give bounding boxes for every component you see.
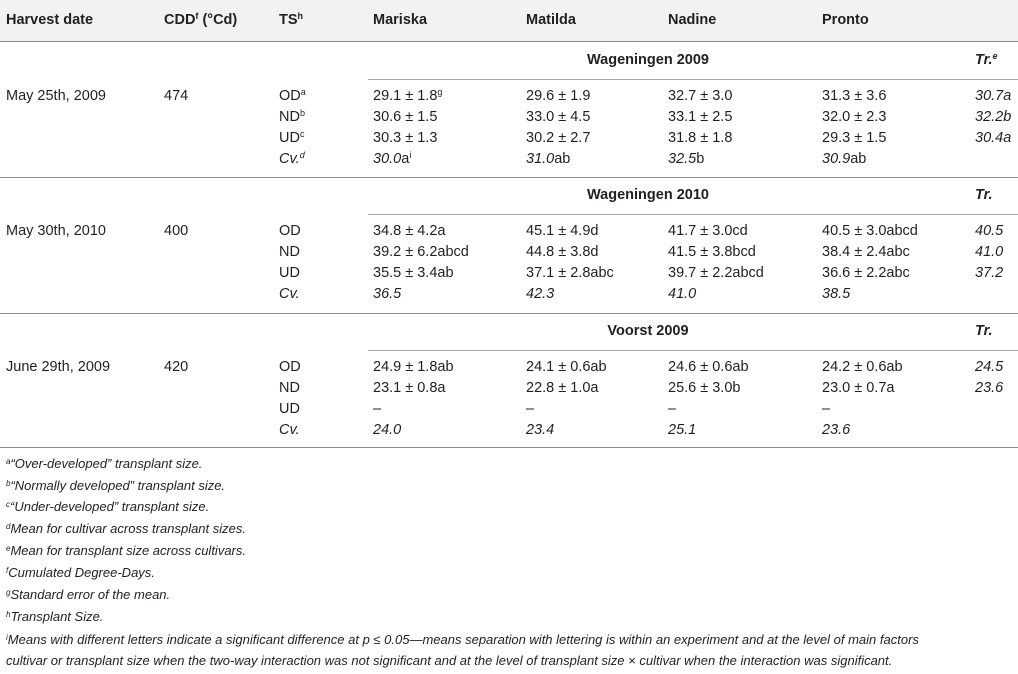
footnote-text: Standard error of the mean. — [10, 587, 171, 602]
cell-value: 30.3 ± 1.3 — [373, 130, 438, 146]
table-cell — [373, 88, 442, 105]
cell-value: – — [822, 401, 831, 417]
table-cell — [822, 223, 918, 240]
table-cell — [668, 401, 676, 418]
cdd-sup: f — [195, 11, 199, 21]
cdd-unit: (°Cd) — [198, 12, 238, 28]
footnote — [6, 565, 155, 581]
cv-num: 42.3 — [526, 286, 555, 302]
footnote-text: Means with different letters indicate a significant difference at p ≤ 0.05—means separation with lettering is within an experiment and at the level of main factors — [7, 632, 919, 647]
cell-value: 30.2 ± 2.7 — [526, 130, 591, 146]
table-cell — [373, 380, 445, 397]
transplant-size — [279, 244, 300, 261]
cv-letter: a — [401, 151, 410, 167]
cell-value: 32.0 ± 2.3 — [822, 109, 887, 125]
footnote-sup: b — [6, 479, 11, 488]
tr-label: Tr. — [975, 187, 993, 203]
cell-value: 31.3 ± 3.6 — [822, 88, 887, 104]
cell-value: 24.1 ± 0.6ab — [526, 359, 607, 375]
cultivar-mean — [373, 151, 411, 168]
cv-letter: ab — [554, 151, 571, 167]
transplant-size — [279, 380, 300, 397]
footnote-text: “Normally developed” transplant size. — [10, 478, 226, 493]
footnote-text: Cumulated Degree-Days. — [8, 565, 155, 580]
cultivar-mean — [373, 286, 401, 303]
ts-code: OD — [279, 88, 301, 104]
cultivar-mean — [668, 422, 696, 439]
footnote — [6, 653, 892, 669]
transplant-size — [279, 88, 306, 105]
cultivar-mean — [822, 151, 866, 168]
footnote-sup: g — [6, 588, 11, 597]
cell-value: 29.3 ± 1.5 — [822, 130, 887, 146]
table-cell — [668, 130, 732, 147]
ts-code: ND — [279, 109, 300, 125]
cell-value: 23.0 ± 0.7a — [822, 380, 895, 396]
harvest-date: May 25th, 2009 — [6, 88, 106, 104]
table-cell — [822, 401, 830, 418]
cv-num: 41.0 — [668, 286, 697, 302]
cdd-value: 420 — [164, 359, 189, 375]
cell-value: 45.1 ± 4.9d — [526, 223, 599, 239]
cv-num: 30.9 — [822, 151, 851, 167]
cv-letter-sup: i — [409, 150, 412, 160]
table-cell — [526, 244, 598, 261]
cdd-value: 400 — [164, 223, 189, 239]
footnote-sup: a — [6, 457, 11, 466]
cell-value: 36.6 ± 2.2abc — [822, 265, 910, 281]
divider — [0, 41, 1018, 42]
cultivar-mean-label — [279, 422, 300, 439]
footnote-sup: e — [6, 544, 11, 553]
cell-sup: g — [437, 87, 443, 97]
cell-value: 24.6 ± 0.6ab — [668, 359, 749, 375]
cultivar-mean — [822, 286, 850, 303]
cultivar-mean — [373, 422, 401, 439]
table-cell — [822, 265, 910, 282]
treatment-mean: 24.5 — [975, 359, 1004, 375]
table-cell — [668, 380, 740, 397]
cultivar-mean-label — [279, 151, 305, 168]
divider — [0, 313, 1018, 314]
ts-code-sup: c — [299, 129, 305, 139]
table-cell — [668, 223, 748, 240]
cv-num: 23.6 — [822, 422, 851, 438]
ts-code-sup: b — [299, 108, 305, 118]
treatment-mean-header — [975, 187, 992, 204]
divider — [0, 177, 1018, 178]
col-header-cultivar: Nadine — [668, 12, 717, 28]
cell-value: 40.5 ± 3.0abcd — [822, 223, 918, 239]
col-header-ts — [279, 12, 303, 29]
cultivar-mean — [526, 286, 554, 303]
tr-sup: e — [992, 51, 998, 61]
table-cell — [822, 130, 886, 147]
cv-letter: ab — [850, 151, 867, 167]
footnote-sup: c — [6, 500, 10, 509]
footnote-sup: f — [6, 566, 9, 575]
ts-code: OD — [279, 359, 301, 375]
section-subrule — [368, 350, 1018, 351]
table-cell — [526, 130, 590, 147]
cell-value: 38.4 ± 2.4abc — [822, 244, 910, 260]
cell-value: 29.1 ± 1.8 — [373, 88, 438, 104]
col-header-cdd — [164, 12, 237, 29]
cv-num: 30.0 — [373, 151, 402, 167]
ts-code: UD — [279, 401, 300, 417]
cultivar-mean — [822, 422, 850, 439]
footnote-text: Transplant Size. — [10, 609, 104, 624]
col-header-cultivar: Mariska — [373, 12, 428, 28]
table-cell — [373, 265, 454, 282]
table-cell — [668, 265, 764, 282]
footnote-sup: i — [6, 633, 8, 642]
section-subrule — [368, 214, 1018, 215]
cell-value: 39.2 ± 6.2abcd — [373, 244, 469, 260]
cultivar-mean — [526, 151, 570, 168]
cv-num: 23.4 — [526, 422, 555, 438]
section-subrule — [368, 79, 1018, 80]
footnote — [6, 456, 202, 472]
cell-value: 39.7 ± 2.2abcd — [668, 265, 764, 281]
treatment-mean: 40.5 — [975, 223, 1004, 239]
cdd-value: 474 — [164, 88, 189, 104]
ts-code-sup: a — [300, 87, 306, 97]
col-header-cultivar: Matilda — [526, 12, 576, 28]
table-cell — [526, 265, 614, 282]
footnote-text: “Over-developed” transplant size. — [10, 456, 203, 471]
cell-value: 33.1 ± 2.5 — [668, 109, 733, 125]
footnote-text: cultivar or transplant size when the two-way interaction was not significant and at the level of transplant size × cultivar when the interaction was significant. — [6, 653, 893, 668]
table-cell — [668, 109, 732, 126]
table-cell — [668, 244, 756, 261]
footnote — [6, 587, 170, 603]
table-cell — [526, 223, 598, 240]
cell-value: 24.2 ± 0.6ab — [822, 359, 903, 375]
cell-value: 29.6 ± 1.9 — [526, 88, 591, 104]
cv-num: 24.0 — [373, 422, 402, 438]
section-title: Wageningen 2009 — [587, 52, 709, 68]
table-cell — [373, 359, 454, 376]
footnote — [6, 609, 103, 625]
footnote — [6, 632, 919, 648]
table-cell — [822, 244, 910, 261]
cv-num: 32.5 — [668, 151, 697, 167]
footnote-sup: d — [6, 522, 11, 531]
cell-value: 35.5 ± 3.4ab — [373, 265, 454, 281]
treatment-mean: 41.0 — [975, 244, 1004, 260]
cdd-label: CDD — [164, 12, 196, 28]
treatment-mean-header — [975, 323, 992, 340]
cell-value: 33.0 ± 4.5 — [526, 109, 591, 125]
tr-label: Tr. — [975, 52, 993, 68]
cell-value: 37.1 ± 2.8abc — [526, 265, 614, 281]
col-header-harvest-date: Harvest date — [6, 12, 94, 28]
footnote — [6, 543, 246, 559]
cv-num: 36.5 — [373, 286, 402, 302]
cell-value: 22.8 ± 1.0a — [526, 380, 599, 396]
ts-code: OD — [279, 223, 301, 239]
table-cell — [822, 88, 886, 105]
cell-value: 31.8 ± 1.8 — [668, 130, 733, 146]
table-cell — [526, 401, 534, 418]
ts-code: UD — [279, 265, 300, 281]
table-cell — [822, 380, 894, 397]
cultivar-mean — [526, 422, 554, 439]
ts-code: UD — [279, 130, 300, 146]
treatment-mean: 30.4a — [975, 130, 1012, 146]
footnote-sup: h — [6, 610, 11, 619]
cell-value: – — [526, 401, 535, 417]
section-title: Voorst 2009 — [607, 323, 689, 339]
transplant-size — [279, 359, 301, 376]
cell-value: 32.7 ± 3.0 — [668, 88, 733, 104]
cell-value: 30.6 ± 1.5 — [373, 109, 438, 125]
treatment-mean: 30.7a — [975, 88, 1012, 104]
table-cell — [822, 109, 886, 126]
table-cell — [373, 130, 437, 147]
section-title: Wageningen 2010 — [587, 187, 709, 203]
cultivar-mean — [668, 286, 696, 303]
cultivar-mean-label — [279, 286, 300, 303]
cv-sup: d — [299, 150, 305, 160]
footnote-text: Mean for cultivar across transplant sizes. — [10, 521, 246, 536]
cell-value: – — [668, 401, 677, 417]
harvest-date: May 30th, 2010 — [6, 223, 106, 239]
treatment-mean: 23.6 — [975, 380, 1004, 396]
footnote — [6, 478, 225, 494]
footnote-text: “Under-developed” transplant size. — [10, 499, 210, 514]
cv-label: Cv. — [279, 151, 300, 167]
table-cell — [668, 88, 732, 105]
table-cell — [822, 359, 903, 376]
footnote-text: Mean for transplant size across cultivars. — [10, 543, 246, 558]
footnote — [6, 521, 246, 537]
cell-value: 41.5 ± 3.8bcd — [668, 244, 756, 260]
transplant-size — [279, 223, 301, 240]
cv-num: 38.5 — [822, 286, 851, 302]
transplant-size — [279, 265, 300, 282]
cv-letter: b — [696, 151, 705, 167]
tr-label: Tr. — [975, 323, 993, 339]
transplant-size — [279, 109, 305, 126]
harvest-date: June 29th, 2009 — [6, 359, 111, 375]
divider — [0, 447, 1018, 448]
cell-value: 25.6 ± 3.0b — [668, 380, 741, 396]
table-cell — [526, 109, 590, 126]
cv-num: 31.0 — [526, 151, 555, 167]
cell-value: 23.1 ± 0.8a — [373, 380, 446, 396]
table-cell — [526, 359, 607, 376]
table-cell — [526, 88, 590, 105]
table-cell — [373, 109, 437, 126]
cell-value: 41.7 ± 3.0cd — [668, 223, 748, 239]
table-cell — [373, 401, 381, 418]
table-cell — [373, 244, 469, 261]
footnote — [6, 499, 209, 515]
ts-code: ND — [279, 244, 300, 260]
table-cell — [373, 223, 445, 240]
cell-value: 44.8 ± 3.8d — [526, 244, 599, 260]
treatment-mean: 37.2 — [975, 265, 1004, 281]
cell-value: 34.8 ± 4.2a — [373, 223, 446, 239]
transplant-size — [279, 401, 300, 418]
cell-value: – — [373, 401, 382, 417]
cultivar-mean — [668, 151, 704, 168]
cv-label: Cv. — [279, 422, 300, 438]
treatment-mean-header — [975, 52, 997, 69]
ts-sup: h — [297, 11, 304, 21]
ts-code: ND — [279, 380, 300, 396]
table-cell — [668, 359, 749, 376]
cv-label: Cv. — [279, 286, 300, 302]
transplant-size — [279, 130, 304, 147]
ts-label: TS — [279, 12, 298, 28]
table-cell — [526, 380, 598, 397]
col-header-cultivar: Pronto — [822, 12, 869, 28]
cell-value: 24.9 ± 1.8ab — [373, 359, 454, 375]
cv-num: 25.1 — [668, 422, 697, 438]
treatment-mean: 32.2b — [975, 109, 1012, 125]
